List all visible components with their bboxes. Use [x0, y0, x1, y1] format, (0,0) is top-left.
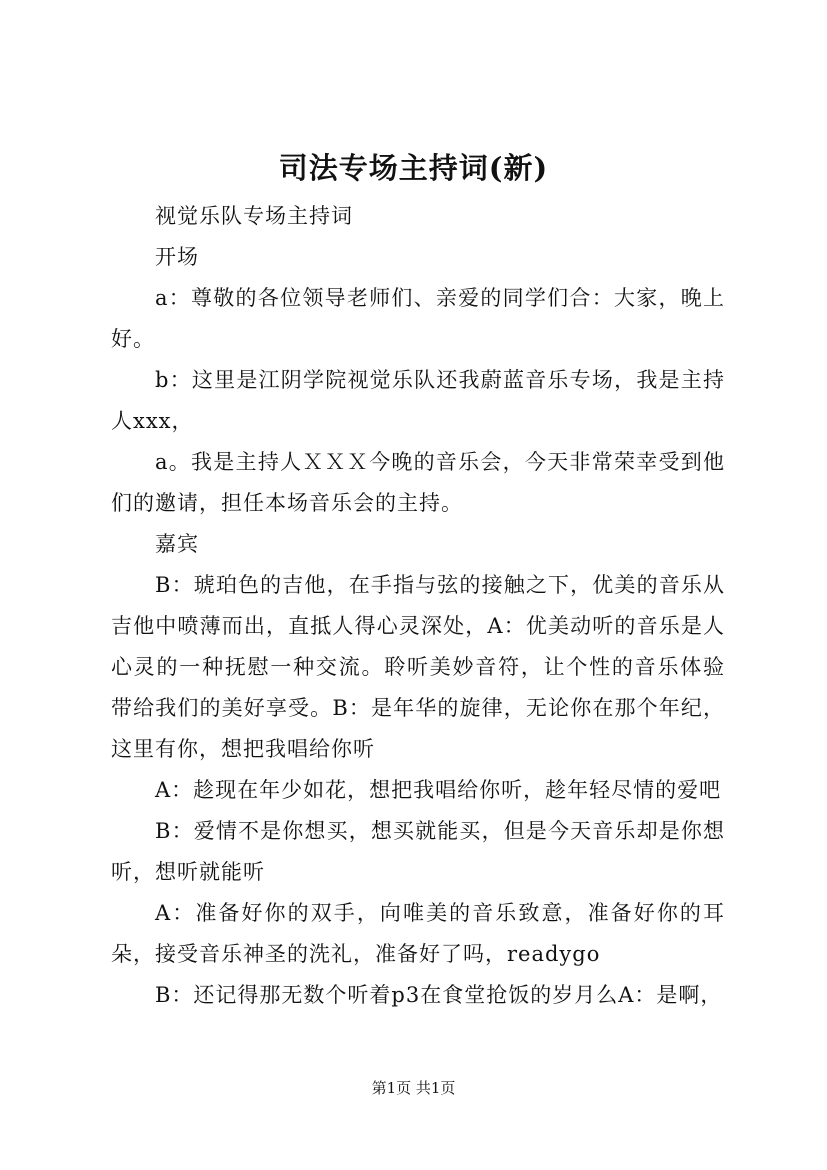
paragraph: 视觉乐队专场主持词	[155, 204, 353, 228]
paragraph: A：趁现在年少如花，想把我唱给你听，趁年轻尽情的爱吧	[155, 778, 722, 802]
paragraph: b：这里是江阴学院视觉乐队还我蔚蓝音乐专场，我是主持人xxx，	[111, 368, 725, 433]
paragraph: 嘉宾	[155, 532, 199, 556]
document-body	[111, 196, 725, 1016]
paragraph: a：尊敬的各位领导老师们、亲爱的同学们合：大家，晚上好。	[111, 286, 725, 351]
document-title: 司法专场主持词(新)	[278, 151, 549, 185]
paragraph: B：琥珀色的吉他，在手指与弦的接触之下，优美的音乐从吉他中喷薄而出，直抵人得心灵深处，A：优美动听的音乐是人心灵的一种抚慰一种交流。聆听美妙音符，让个性的音乐体验带给我们的美好享受。B：是年华的旋律，无论你在那个年纪，这里有你，想把我唱给你听	[111, 573, 725, 761]
paragraph: B：爱情不是你想买，想买就能买，但是今天音乐却是你想听，想听就能听	[111, 819, 725, 884]
paragraph: B：还记得那无数个听着p3在食堂抢饭的岁月么A：是啊，	[155, 983, 723, 1007]
paragraph: 开场	[155, 245, 199, 269]
paragraph: A：准备好你的双手，向唯美的音乐致意，准备好你的耳朵，接受音乐神圣的洗礼，准备好了吗，readygo	[111, 901, 725, 966]
paragraph: a。我是主持人ＸＸＸ今晚的音乐会，今天非常荣幸受到他们的邀请，担任本场音乐会的主持。	[111, 450, 725, 515]
page-footer	[0, 1078, 827, 1098]
page-number-label: 第1页 共1页	[371, 1079, 456, 1097]
